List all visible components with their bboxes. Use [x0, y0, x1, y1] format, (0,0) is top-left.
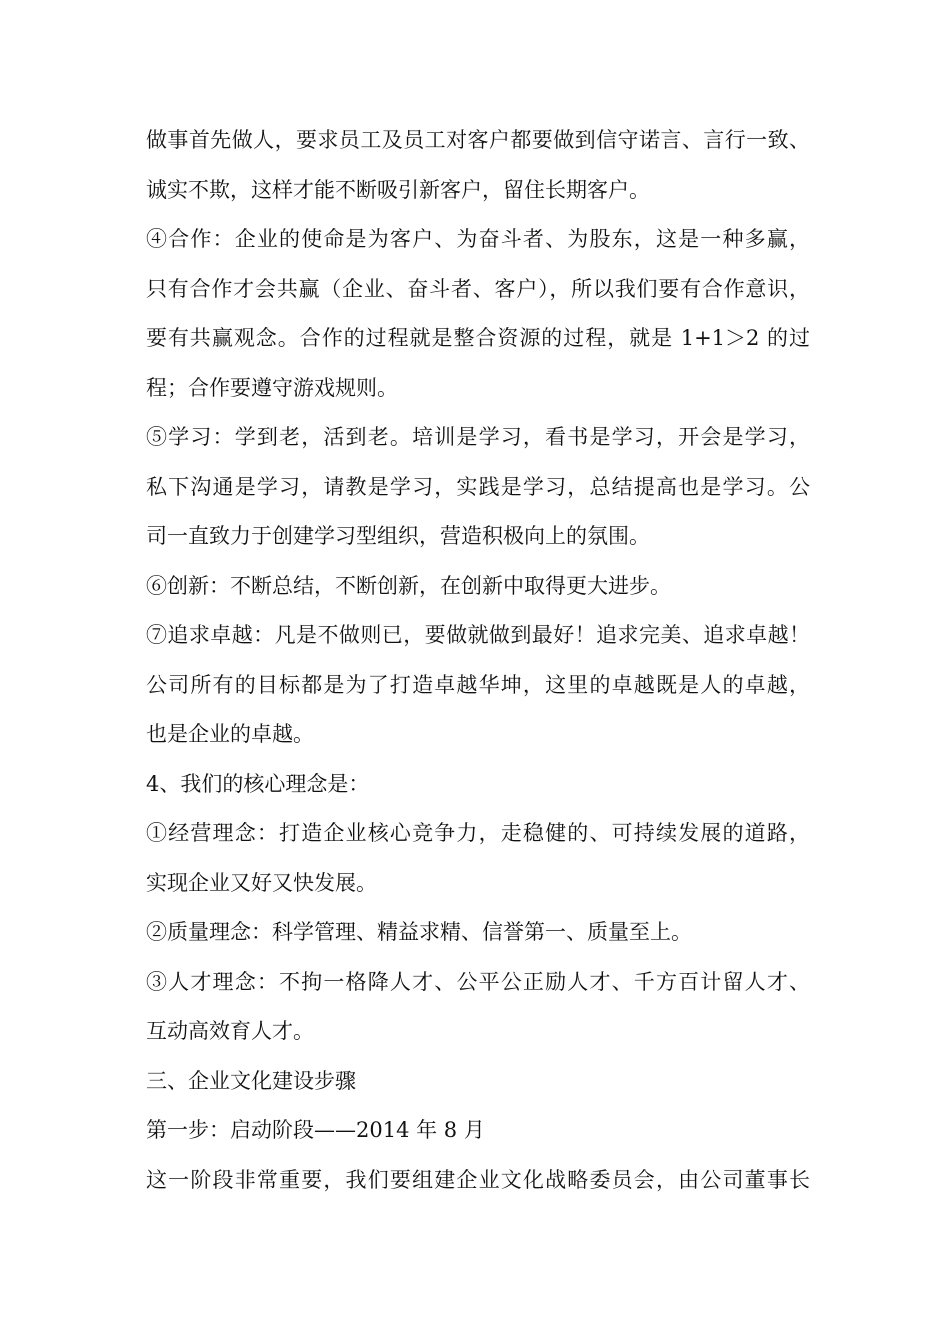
text-line: ④合作：企业的使命是为客户、为奋斗者、为股东，这是一种多赢，	[146, 227, 810, 251]
text-line: 程；合作要遵守游戏规则。	[146, 375, 398, 400]
text-line: ①经营理念：打造企业核心竞争力，走稳健的、可持续发展的道路，	[146, 821, 810, 845]
text-line: 做事首先做人，要求员工及员工对客户都要做到信守诺言、言行一致、	[146, 128, 810, 152]
text-line: 三、企业文化建设步骤	[146, 1068, 356, 1093]
text-line: 要有共赢观念。合作的过程就是整合资源的过程，就是 1+1＞2 的过	[146, 326, 810, 350]
text-line: ⑦追求卓越：凡是不做则已，要做就做到最好！追求完美、追求卓越！	[146, 623, 810, 647]
text-line: ⑤学习：学到老，活到老。培训是学习，看书是学习，开会是学习，	[146, 425, 810, 449]
text-line: ②质量理念：科学管理、精益求精、信誉第一、质量至上。	[146, 920, 692, 944]
text-line: 这一阶段非常重要，我们要组建企业文化战略委员会，由公司董事长	[146, 1167, 810, 1192]
text-line: 司一直致力于创建学习型组织，营造积极向上的氛围。	[146, 524, 650, 548]
text-line: 公司所有的目标都是为了打造卓越华坤，这里的卓越既是人的卓越，	[146, 672, 810, 697]
text-line: 也是企业的卓越。	[146, 722, 314, 746]
document-body	[146, 116, 810, 1205]
text-line: ③人才理念：不拘一格降人才、公平公正励人才、千方百计留人才、	[146, 969, 810, 994]
text-line: 私下沟通是学习，请教是学习，实践是学习，总结提高也是学习。公	[146, 474, 810, 499]
text-line: 4、我们的核心理念是：	[146, 771, 370, 796]
text-line: 只有合作才会共赢（企业、奋斗者、客户），所以我们要有合作意识，	[146, 276, 810, 301]
text-line: 互动高效育人才。	[146, 1019, 314, 1043]
text-line: ⑥创新：不断总结，不断创新，在创新中取得更大进步。	[146, 573, 671, 598]
text-line: 第一步：启动阶段——2014 年 8 月	[146, 1118, 485, 1142]
text-line: 诚实不欺，这样才能不断吸引新客户，留住长期客户。	[146, 177, 650, 202]
text-line: 实现企业又好又快发展。	[146, 870, 377, 895]
